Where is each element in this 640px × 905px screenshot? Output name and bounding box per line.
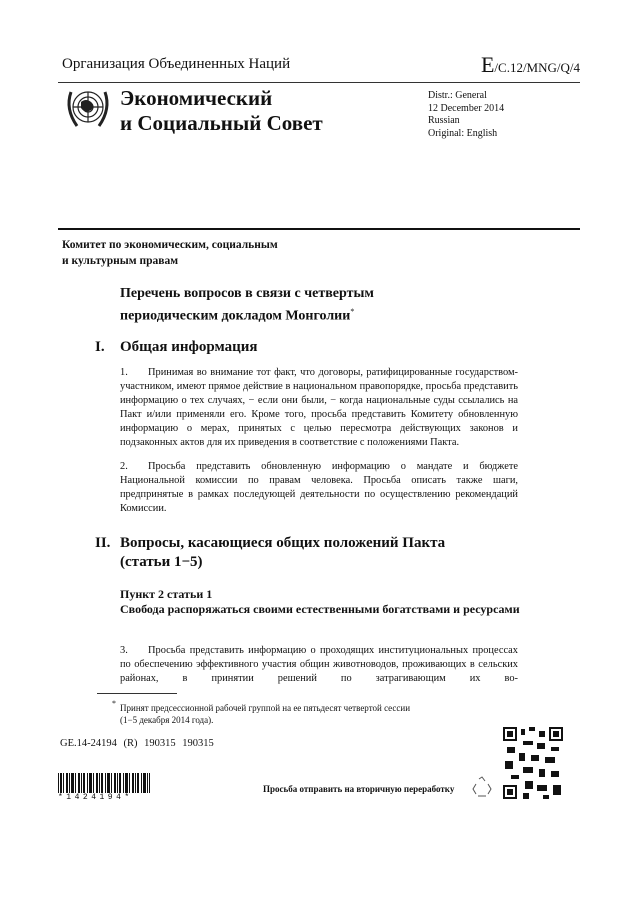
original-language: Original: English [428,127,498,139]
council-title-line2: и Социальный Совет [120,111,323,135]
job-number: GE.14-24194 (R) 190315 190315 [60,738,214,749]
paragraph [120,366,518,450]
committee-name [62,237,278,269]
council-title [120,86,323,136]
organization-name: Организация Объединенных Наций [62,56,291,72]
footnote-line1: Принят предсессионной рабочей группой на ее пятьдесят четвертой сессии [120,703,411,713]
language: Russian [428,115,460,126]
title-line2: периодическим докладом Монголии [120,308,351,324]
paragraph-text: Просьба представить обновленную информацию о мандате и бюджете Национальной комиссии по правам человека. Просьба описать также шаги, предпринятые в рамках последующей деятельности по осуществлению рекомендаций Комиссии. [120,461,518,514]
distribution-info [428,90,504,140]
footnote-divider [97,693,177,694]
section-title: Общая информация [120,339,258,355]
paragraph [120,460,518,516]
symbol-suffix: /C.12/MNG/Q/4 [494,60,580,75]
section-title [120,534,445,572]
date: 12 December 2014 [428,102,505,114]
footnote [120,702,410,726]
title-line1: Перечень вопросов в связи с четвертым [120,286,374,301]
section-number: I. [95,339,105,355]
recycle-icon [470,775,494,799]
subsection-line2: Свобода распоряжаться своими естественными богатствами и ресурсами [120,602,520,616]
footnote-mark: * [112,699,116,708]
footnote-ref[interactable]: * [350,307,355,316]
barcode-text: *1424194* [58,793,133,802]
header-divider [58,82,580,83]
paragraph-number: 2. [120,461,128,472]
council-title-line1: Экономический [120,86,273,110]
qr-code-icon [503,727,563,799]
paragraph-number: 3. [120,645,128,656]
paragraph-text: Принимая во внимание тот факт, что договоры, ратифицированные государством-участником, имеют прямое действие в национальном правопорядке, просьба представить информацию о тех случаях, − если они были, − когда национальные суды ссылались на Пакт и/или применяли его. Кроме того, просьба представить Комитету обновленную информацию о мерах, принятых с целью пересмотра действующих законов и подзаконных актов для их приведения в соответствие с положениями Пакта. [120,367,518,448]
recycle-notice: Просьба отправить на вторичную переработку [263,784,455,794]
thick-divider [58,228,580,230]
paragraph-number: 1. [120,367,128,378]
paragraph-text: Просьба представить информацию о проходящих институциональных процессах по обеспечению эффективного участия общин животноводов, проживающих в сельских районах, в принятии решений по затрагивающим их во- [120,645,518,684]
symbol-prefix: E [480,52,495,77]
committee-line2: и культурным правам [62,255,179,267]
subsection-heading [120,587,530,617]
committee-line1: Комитет по экономическим, социальным [62,239,278,251]
paragraph [120,644,518,686]
document-title [120,285,374,326]
section-title-line2: (статьи 1−5) [120,554,203,570]
section-number: II. [95,535,111,551]
footnote-line2: (1−5 декабря 2014 года). [120,715,214,725]
barcode-icon [58,773,150,793]
subsection-line1: Пункт 2 статьи 1 [120,587,213,601]
section-title-line1: Вопросы, касающиеся общих положений Пакта [120,535,446,551]
distr-label: Distr.: General [428,90,487,101]
un-emblem-icon [63,84,113,132]
document-symbol [481,52,580,78]
